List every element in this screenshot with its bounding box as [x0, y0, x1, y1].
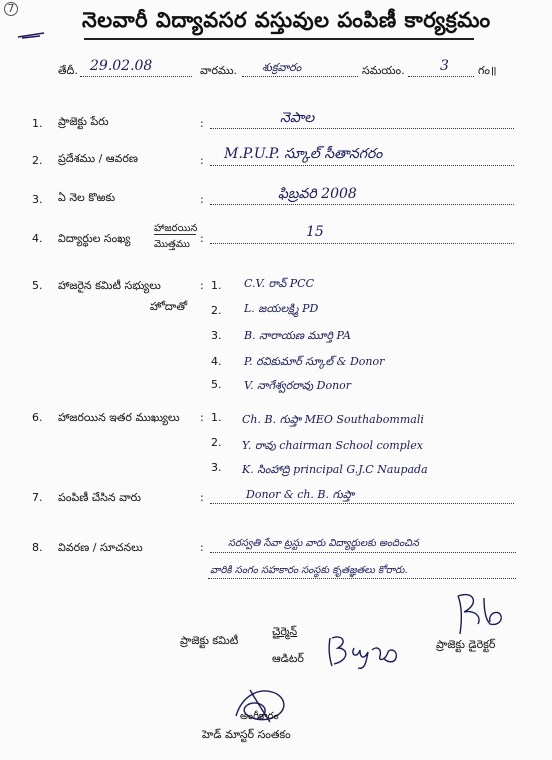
acceptance-label: అంగీకారం — [240, 711, 279, 722]
field-4-label-top: హాజరయిన — [154, 223, 198, 234]
committee-signature-label: ప్రాజెక్టు కమిటీ — [180, 634, 239, 647]
headmaster-label: హెడ్ మాస్టర్ సంతకం — [202, 728, 291, 741]
page-title: నెలవారీ విద్యావసర వస్తువుల పంపిణీ కార్యక్రమం — [82, 8, 491, 32]
time-unit: గం॥ — [478, 64, 497, 77]
remarks-text-1: సరస్వతి సేవా ట్రస్టు వారు విద్యార్థులకు అందించిన — [228, 538, 419, 549]
distributed-num: 7. — [32, 491, 43, 504]
other-num: 1. — [211, 411, 222, 424]
distributed-value: Donor & ch. B. గుప్తా — [246, 488, 355, 501]
remarks-label: వివరణ / సూచనలు — [58, 541, 143, 554]
date-value: 29.02.08 — [90, 58, 153, 74]
margin-tick — [16, 30, 46, 40]
committee-num: 5. — [32, 279, 43, 292]
member-num: 2. — [211, 304, 222, 317]
field-2-label: ప్రదేశము / ఆవరణ — [58, 152, 138, 165]
other-member: Ch. B. గుప్తా MEO Southabommali — [242, 413, 424, 426]
chairman-label: చైర్మెన్ — [272, 625, 298, 638]
other-member: Y. రావు chairman School complex — [242, 439, 423, 452]
field-2-colon: : — [200, 154, 204, 167]
member-num: 5. — [211, 378, 222, 391]
other-member: K. సింహాద్రి principal G.J.C Naupada — [242, 463, 428, 476]
field-4-value: 15 — [306, 224, 324, 240]
field-4-colon: : — [200, 232, 204, 245]
committee-sublabel: హోదాతో — [150, 300, 188, 313]
field-4-label-bottom: మొత్తము — [154, 239, 190, 250]
remarks-text-2: వారికి సంగం సహకారం సంస్థకు కృతజ్ఞతలు కోరారు. — [210, 565, 408, 576]
distributed-colon: : — [200, 491, 204, 504]
field-1-line — [210, 128, 514, 129]
committee-member: P. రవికుమార్ స్కూల్ & Donor — [244, 355, 385, 368]
member-num: 4. — [211, 355, 222, 368]
time-line — [408, 76, 474, 77]
member-num: 1. — [211, 279, 222, 292]
field-4-label: విద్యార్థుల సంఖ్య — [58, 232, 131, 245]
field-1-colon: : — [200, 117, 204, 130]
corner-mark: 7 — [4, 2, 18, 16]
others-num: 6. — [32, 411, 43, 424]
field-2-value: M.P.U.P. స్కూల్ సీతానగరం — [224, 146, 383, 162]
day-value: శుక్రవారం — [262, 61, 302, 74]
field-1-value: నెపాల — [280, 110, 315, 126]
remarks-num: 8. — [32, 541, 43, 554]
director-signature — [444, 590, 514, 638]
field-2-line — [210, 165, 514, 166]
remarks-line-1 — [210, 552, 516, 553]
committee-member: C.V. రావ్ PCC — [244, 277, 314, 290]
field-1-num: 1. — [32, 117, 43, 130]
auditor-label: ఆడిటర్ — [272, 652, 304, 665]
committee-member: L. జయలక్ష్మి PD — [244, 302, 319, 315]
field-3-value: ఫిబ్రవరి 2008 — [278, 186, 357, 202]
field-2-num: 2. — [32, 154, 43, 167]
title-underline — [84, 38, 474, 40]
committee-member: V. నాగేశ్వరరావు Donor — [244, 379, 352, 392]
remarks-colon: : — [200, 541, 204, 554]
field-4-divider — [154, 234, 196, 235]
director-label: ప్రాజెక్టు డైరెక్టర్ — [436, 638, 496, 651]
field-3-line — [210, 204, 514, 205]
others-label: హాజరయిన ఇతర ముఖ్యులు — [58, 411, 180, 424]
date-line — [80, 76, 192, 77]
day-label: వారము. — [200, 64, 237, 77]
field-1-label: ప్రాజెక్టు పేరు — [58, 115, 109, 128]
remarks-line-2 — [208, 578, 516, 579]
member-num: 3. — [211, 329, 222, 342]
date-label: తేదీ. — [58, 64, 78, 77]
field-4-line — [210, 243, 514, 244]
committee-colon: : — [200, 279, 204, 292]
field-4-num: 4. — [32, 232, 43, 245]
field-3-colon: : — [200, 193, 204, 206]
others-colon: : — [200, 411, 204, 424]
other-num: 2. — [211, 436, 222, 449]
time-value: 3 — [440, 58, 449, 74]
field-3-label: ఏ నెల కొఱకు — [58, 191, 116, 204]
time-label: సమయం. — [362, 64, 405, 77]
field-3-num: 3. — [32, 193, 43, 206]
committee-member: B. నారాయణ మూర్తి PA — [244, 329, 351, 342]
committee-label: హాజరైన కమిటీ సభ్యులు — [58, 279, 161, 292]
distributed-label: పంపిణీ చేసిన వారు — [58, 491, 141, 504]
other-num: 3. — [211, 461, 222, 474]
auditor-signature — [324, 626, 408, 674]
